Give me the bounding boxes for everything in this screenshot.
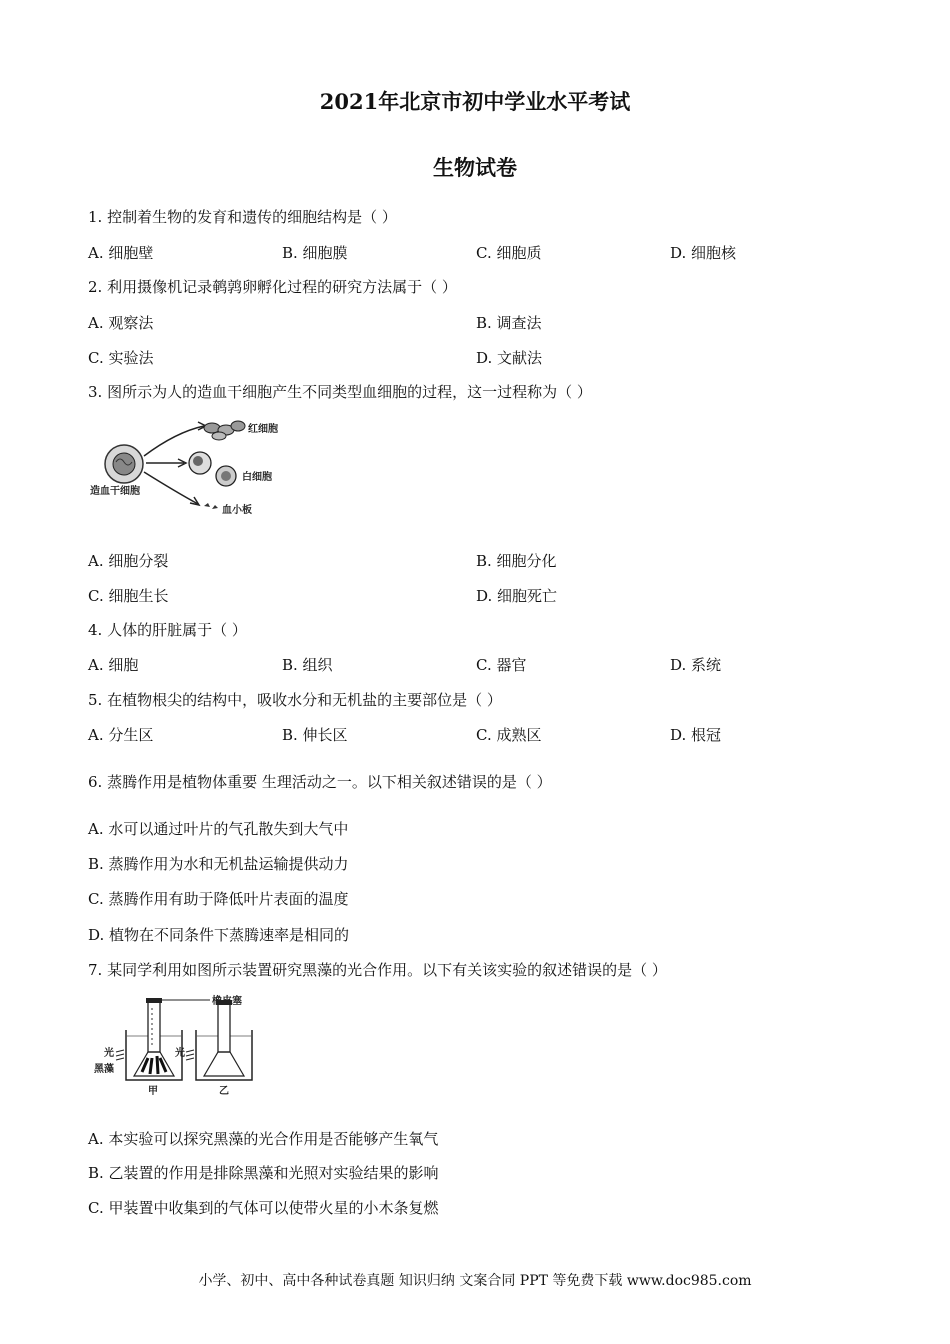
question-2-stem: 2. 利用摄像机记录鹌鹑卵孵化过程的研究方法属于（ ） xyxy=(88,278,457,296)
question-6-option-c: C. 蒸腾作用有助于降低叶片表面的温度 xyxy=(88,890,349,908)
question-4-option-d: D. 系统 xyxy=(670,656,722,674)
question-4-stem: 4. 人体的肝脏属于（ ） xyxy=(88,621,247,639)
figure-label-jia: 甲 xyxy=(148,1086,158,1097)
beaker-yi-icon xyxy=(196,1000,252,1080)
question-3-option-d: D. 细胞死亡 xyxy=(476,587,558,605)
question-4-option-a: A. 细胞 xyxy=(88,656,139,674)
question-2-option-c: C. 实验法 xyxy=(88,349,154,367)
question-6-stem: 6. 蒸腾作用是植物体重要 生理活动之一。以下相关叙述错误的是（ ） xyxy=(88,773,552,791)
figure-label-stopper: 橡皮塞 xyxy=(212,996,242,1007)
question-6-option-d: D. 植物在不同条件下蒸腾速率是相同的 xyxy=(88,926,350,944)
figure-label-hydrilla: 黑藻 xyxy=(94,1064,114,1075)
exam-subtitle: 生物试卷 xyxy=(433,155,517,180)
question-1-option-c: C. 细胞质 xyxy=(476,244,542,262)
exam-title: 2021年北京市初中学业水平考试 xyxy=(319,89,631,114)
question-7-option-b: B. 乙装置的作用是排除黑藻和光照对实验结果的影响 xyxy=(88,1164,439,1182)
figure-label-red-cell: 红细胞 xyxy=(248,424,278,435)
question-1-option-d: D. 细胞核 xyxy=(670,244,737,262)
figure-label-white-cell: 白细胞 xyxy=(242,472,272,483)
question-3-stem: 3. 图所示为人的造血干细胞产生不同类型血细胞的过程，这一过程称为（ ） xyxy=(88,383,592,401)
question-3-option-b: B. 细胞分化 xyxy=(476,552,557,570)
stem-cell-icon xyxy=(105,445,143,483)
red-blood-cell-icon xyxy=(204,421,245,440)
question-7-stem: 7. 某同学利用如图所示装置研究黑藻的光合作用。以下有关该实验的叙述错误的是（ ） xyxy=(88,961,667,979)
question-3-option-c: C. 细胞生长 xyxy=(88,587,169,605)
figure-label-light-jia: 光 xyxy=(104,1048,114,1059)
question-2-option-d: D. 文献法 xyxy=(476,349,543,367)
question-1-stem: 1. 控制着生物的发育和遗传的细胞结构是（ ） xyxy=(88,208,397,226)
question-5-option-a: A. 分生区 xyxy=(88,726,154,744)
platelet-icon xyxy=(204,503,218,509)
question-3-option-a: A. 细胞分裂 xyxy=(88,552,169,570)
question-5-option-c: C. 成熟区 xyxy=(476,726,542,744)
question-4-option-b: B. 组织 xyxy=(282,656,333,674)
question-5-option-b: B. 伸长区 xyxy=(282,726,348,744)
question-2-option-a: A. 观察法 xyxy=(88,314,154,332)
figure-label-light-yi: 光 xyxy=(175,1048,185,1059)
question-7-option-c: C. 甲装置中收集到的气体可以使带火星的小木条复燃 xyxy=(88,1199,439,1217)
question-4-option-c: C. 器官 xyxy=(476,656,527,674)
question-5-stem: 5. 在植物根尖的结构中，吸收水分和无机盐的主要部位是（ ） xyxy=(88,691,502,709)
question-6-option-a: A. 水可以通过叶片的气孔散失到大气中 xyxy=(88,820,349,838)
question-5-option-d: D. 根冠 xyxy=(670,726,722,744)
photosynthesis-apparatus-figure xyxy=(86,990,306,1100)
question-7-option-a: A. 本实验可以探究黑藻的光合作用是否能够产生氧气 xyxy=(88,1130,439,1148)
figure-label-stem-cell: 造血干细胞 xyxy=(90,486,140,497)
question-1-option-b: B. 细胞膜 xyxy=(282,244,348,262)
page-footer: 小学、初中、高中各种试卷真题 知识归纳 文案合同 PPT 等免费下载 www.doc985.com xyxy=(198,1273,752,1289)
figure-label-yi: 乙 xyxy=(219,1086,229,1097)
figure-label-platelet: 血小板 xyxy=(222,505,252,516)
blood-cell-differentiation-figure xyxy=(86,410,306,522)
question-6-option-b: B. 蒸腾作用为水和无机盐运输提供动力 xyxy=(88,855,349,873)
question-2-option-b: B. 调查法 xyxy=(476,314,542,332)
question-1-option-a: A. 细胞壁 xyxy=(88,244,154,262)
white-blood-cell-icon xyxy=(189,452,236,486)
beaker-jia-icon xyxy=(126,998,182,1080)
